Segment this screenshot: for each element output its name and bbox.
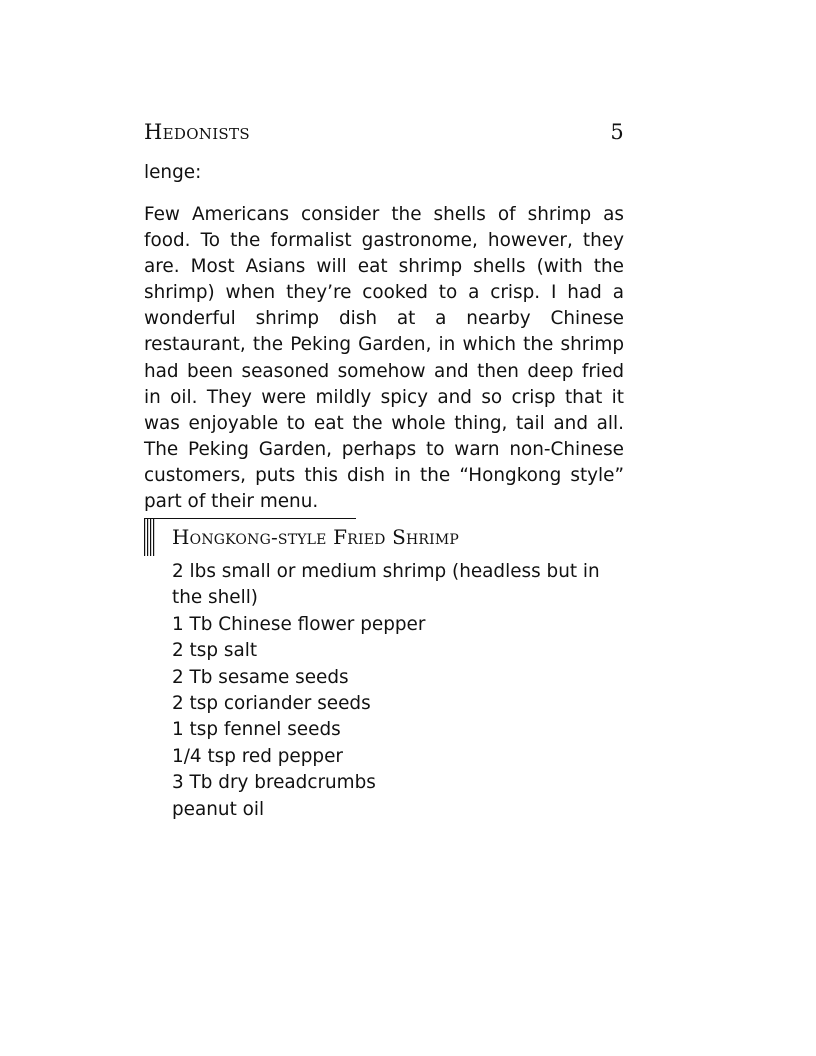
ingredient-item: peanut oil bbox=[172, 798, 265, 820]
ingredient-item: 2 Tb sesame seeds bbox=[172, 666, 349, 688]
recipe-title: Hongkong-style Fried Shrimp bbox=[172, 525, 460, 549]
page-number: 5 bbox=[610, 120, 624, 144]
body-paragraph: Few Americans consider the shells of shrimp as food. To the formalist gastronome, however, they are. Most Asians will eat shrimp shells (with the shrimp) when they’re cooked to a crisp. I had a wonderful shrimp dish at a nearby Chinese restaurant, the Peking Garden, in which the shrimp had been seasoned somehow and then deep fried in oil. They were mildly spicy and so crisp that it was enjoyable to eat the whole thing, tail and all. The Peking Garden, perhaps to warn non-Chinese customers, puts this dish in the “Hongkong style” part of their menu. bbox=[144, 204, 624, 513]
ingredient-item: 1 Tb Chinese flower pepper bbox=[172, 613, 426, 635]
ingredient-item: 2 tsp salt bbox=[172, 640, 258, 662]
ingredient-list bbox=[172, 559, 612, 823]
recipe-marker-bars bbox=[144, 518, 158, 556]
ingredient-item: 1/4 tsp red pepper bbox=[172, 745, 343, 767]
ingredient-item: 1 tsp fennel seeds bbox=[172, 719, 341, 741]
ingredient-item: 2 tsp coriander seeds bbox=[172, 693, 371, 715]
continued-text: lenge: bbox=[144, 162, 202, 183]
recipe-top-rule bbox=[144, 518, 356, 519]
running-header bbox=[144, 120, 624, 150]
ingredient-item: 3 Tb dry breadcrumbs bbox=[172, 772, 376, 794]
ingredient-item: 2 lbs small or medium shrimp (headless but in the shell) bbox=[172, 561, 600, 609]
running-title: Hedonists bbox=[144, 120, 250, 144]
